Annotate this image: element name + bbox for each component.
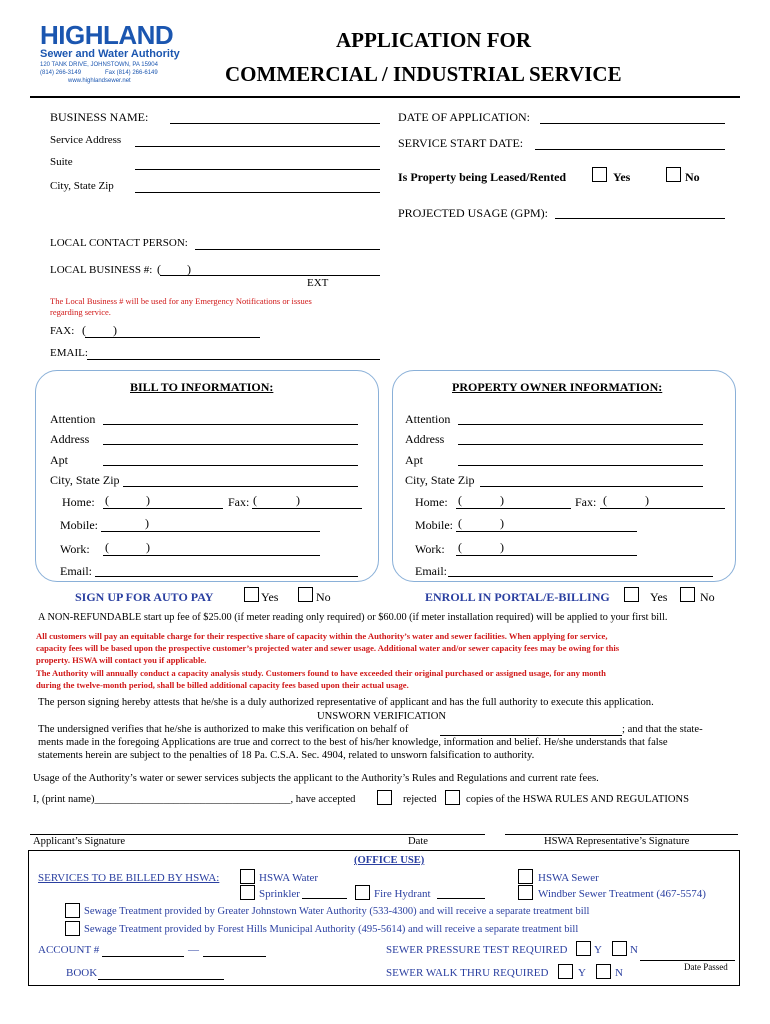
bill-to-address-label: Address [50, 432, 90, 446]
walk-thru-label: SEWER WALK THRU REQUIRED [386, 967, 549, 979]
owner-mobile-label: Mobile: [415, 518, 453, 532]
bill-to-work-field[interactable] [103, 555, 320, 556]
capacity-para-1-line-2: capacity fees will be based upon the prospective customer’s projected water and sewer usage. Additional water and/or sewer capacity fees may be owing for this [36, 643, 620, 653]
portal-no-checkbox[interactable] [680, 587, 695, 602]
bill-to-email-label: Email: [60, 564, 92, 578]
portal-yes-checkbox[interactable] [624, 587, 639, 602]
fhma-label: Sewage Treatment provided by Forest Hills Municipal Authority (495-5614) and will receive a separate treatment bill [84, 924, 579, 935]
logo-address: 120 TANK DRIVE, JOHNSTOWN, PA 15904 [40, 62, 158, 68]
owner-attention-label: Attention [405, 412, 451, 426]
account-field-2[interactable] [203, 956, 266, 957]
walk-yes-checkbox[interactable] [558, 964, 573, 979]
date-passed-field[interactable] [640, 960, 735, 961]
bill-to-address-field[interactable] [103, 444, 358, 445]
city-state-zip-label: City, State Zip [50, 180, 114, 192]
copies-label: copies of the HSWA RULES AND REGULATIONS [466, 794, 690, 805]
owner-email-label: Email: [415, 564, 447, 578]
owner-work-paren-open: ( [458, 540, 462, 554]
pressure-no-label: N [630, 944, 638, 956]
ext-label: EXT [307, 277, 329, 289]
book-label: BOOK [66, 967, 98, 979]
bill-to-heading: BILL TO INFORMATION: [130, 380, 274, 394]
date-of-application-label: DATE OF APPLICATION: [398, 110, 531, 124]
bill-to-work-label: Work: [60, 542, 90, 556]
hswa-water-label: HSWA Water [259, 872, 319, 884]
owner-home-label: Home: [415, 495, 448, 509]
projected-usage-label: PROJECTED USAGE (GPM): [398, 206, 549, 220]
service-start-date-label: SERVICE START DATE: [398, 136, 524, 150]
capacity-para-2-line-1: The Authority will annually conduct a capacity analysis study. Customers found to have exceeded their original purchased or assigned usage, for any month [36, 668, 606, 678]
rejected-label: rejected [403, 794, 437, 805]
service-start-date-field[interactable] [535, 149, 725, 150]
leased-yes-label: Yes [613, 170, 631, 184]
sprinkler-label: Sprinkler [259, 888, 300, 900]
account-field-1[interactable] [102, 956, 184, 957]
capacity-para-1-line-3: property. HSWA will contact you if applicable. [36, 655, 207, 665]
service-address-label: Service Address [50, 134, 122, 146]
bill-to-attention-field[interactable] [103, 424, 358, 425]
fee-text: A NON-REFUNDABLE start up fee of $25.00 (if meter reading only required) or $60.00 (if meter installation required) will be applied to your first bill. [38, 612, 668, 623]
local-business-field[interactable] [160, 275, 380, 276]
unsworn-line-1b: ; and that the state- [622, 724, 703, 735]
fax-paren-open: ( [82, 323, 86, 337]
hswa-sewer-checkbox[interactable] [518, 869, 533, 884]
email-label: EMAIL: [50, 347, 88, 359]
autopay-no-label: No [316, 590, 331, 604]
accepted-checkbox[interactable] [377, 790, 392, 805]
owner-apt-label: Apt [405, 453, 423, 467]
book-field[interactable] [98, 979, 224, 980]
emergency-note-1: The Local Business # will be used for any Emergency Notifications or issues [50, 296, 312, 306]
owner-fax-field[interactable] [600, 508, 725, 509]
bill-to-fax-field[interactable] [252, 508, 362, 509]
authority-text: The person signing hereby attests that he/she is a duly authorized representative of applicant and has the full authority to execute this application. [38, 697, 654, 708]
business-name-field[interactable] [170, 123, 380, 124]
bill-to-fax-paren-close: ) [296, 493, 300, 507]
date-of-application-field[interactable] [540, 123, 725, 124]
title-line-2: COMMERCIAL / INDUSTRIAL SERVICE [225, 62, 622, 86]
autopay-no-checkbox[interactable] [298, 587, 313, 602]
service-address-field[interactable] [135, 146, 380, 147]
owner-heading: PROPERTY OWNER INFORMATION: [452, 380, 663, 394]
bill-to-mobile-paren-close: ) [145, 516, 149, 530]
account-label: ACCOUNT # [38, 944, 100, 956]
gjwa-checkbox[interactable] [65, 903, 80, 918]
logo-fax: Fax (814) 266-6149 [105, 70, 158, 76]
owner-mobile-paren-open: ( [458, 516, 462, 530]
hswa-water-checkbox[interactable] [240, 869, 255, 884]
autopay-yes-label: Yes [261, 590, 279, 604]
windber-label: Windber Sewer Treatment (467-5574) [538, 888, 706, 900]
owner-work-paren-close: ) [500, 540, 504, 554]
bill-to-fax-label: Fax: [228, 495, 250, 509]
bill-to-city-field[interactable] [123, 486, 358, 487]
bill-to-home-field[interactable] [103, 508, 223, 509]
bill-to-email-field[interactable] [95, 576, 358, 577]
owner-work-label: Work: [415, 542, 445, 556]
city-state-zip-field[interactable] [135, 192, 380, 193]
owner-home-paren-close: ) [500, 493, 504, 507]
portal-label: ENROLL IN PORTAL/E-BILLING [425, 590, 610, 604]
local-business-paren-close: ) [187, 262, 191, 276]
unsworn-heading: UNSWORN VERIFICATION [317, 711, 446, 722]
owner-home-field[interactable] [456, 508, 571, 509]
pressure-no-checkbox[interactable] [612, 941, 627, 956]
owner-email-field[interactable] [448, 576, 713, 577]
leased-no-checkbox[interactable] [666, 167, 681, 182]
bill-to-work-paren-close: ) [146, 540, 150, 554]
bill-to-home-label: Home: [62, 495, 95, 509]
capacity-para-1-line-1: All customers will pay an equitable charge for their respective share of capacity within the Authority’s water and sewer facilities. When applying for service, [36, 631, 608, 641]
rejected-checkbox[interactable] [445, 790, 460, 805]
gjwa-label: Sewage Treatment provided by Greater Johnstown Water Authority (533-4300) and will receive a separate treatment bill [84, 906, 590, 917]
fax-field[interactable] [85, 337, 260, 338]
logo-name: HIGHLAND [40, 20, 174, 50]
logo-phone: (814) 266-3149 [40, 70, 82, 76]
leased-no-label: No [685, 170, 700, 184]
pressure-yes-checkbox[interactable] [576, 941, 591, 956]
owner-fax-label: Fax: [575, 495, 597, 509]
pressure-test-label: SEWER PRESSURE TEST REQUIRED [386, 944, 568, 956]
unsworn-line-1a: The undersigned verifies that he/she is authorized to make this verification on behalf of [38, 724, 409, 735]
fax-label: FAX: [50, 325, 75, 337]
owner-city-label: City, State Zip [405, 473, 475, 487]
title-rule [30, 96, 740, 98]
projected-usage-field[interactable] [555, 218, 725, 219]
owner-address-label: Address [405, 432, 445, 446]
bill-to-home-paren-close: ) [146, 493, 150, 507]
bill-to-mobile-field[interactable] [101, 531, 320, 532]
fhma-checkbox[interactable] [65, 921, 80, 936]
local-business-paren-open: ( [157, 262, 161, 276]
emergency-note-2: regarding service. [50, 307, 111, 317]
bill-to-apt-label: Apt [50, 453, 68, 467]
owner-mobile-field[interactable] [456, 531, 637, 532]
logo-subtitle: Sewer and Water Authority [40, 48, 180, 60]
applicant-signature-line[interactable] [30, 834, 485, 835]
pressure-yes-label: Y [594, 944, 602, 956]
sprinkler-checkbox[interactable] [240, 885, 255, 900]
local-business-label: LOCAL BUSINESS #: [50, 264, 153, 276]
leased-yes-checkbox[interactable] [592, 167, 607, 182]
owner-mobile-paren-close: ) [500, 516, 504, 530]
sprinkler-field[interactable] [302, 898, 347, 899]
applicant-signature-label: Applicant’s Signature [33, 836, 126, 847]
capacity-para-2-line-2: during the twelve-month period, shall be billed additional capacity fees based upon their actual usage. [36, 680, 409, 690]
owner-fax-paren-open: ( [603, 493, 607, 507]
email-field[interactable] [87, 359, 380, 360]
owner-city-field[interactable] [480, 486, 703, 487]
bill-to-home-paren-open: ( [105, 493, 109, 507]
date-passed-label: Date Passed [684, 962, 728, 972]
bill-to-mobile-label: Mobile: [60, 518, 98, 532]
owner-attention-field[interactable] [458, 424, 703, 425]
walk-yes-label: Y [578, 967, 586, 979]
owner-fax-paren-close: ) [645, 493, 649, 507]
logo-website: www.highlandsewer.net [68, 78, 131, 84]
fire-hydrant-field[interactable] [437, 898, 485, 899]
services-billed-label: SERVICES TO BE BILLED BY HSWA: [38, 872, 220, 884]
bill-to-apt-field[interactable] [103, 465, 358, 466]
signature-date-label: Date [408, 836, 428, 847]
windber-checkbox[interactable] [518, 885, 533, 900]
walk-no-checkbox[interactable] [596, 964, 611, 979]
print-name-text: I, (print name)_____________________________________, have accepted [33, 794, 356, 805]
title-line-1: APPLICATION FOR [336, 28, 532, 52]
owner-apt-field[interactable] [458, 465, 703, 466]
rep-signature-label: HSWA Representative’s Signature [544, 836, 690, 847]
hswa-sewer-label: HSWA Sewer [538, 872, 599, 884]
bill-to-attention-label: Attention [50, 412, 96, 426]
portal-no-label: No [700, 590, 715, 604]
unsworn-line-2: ments made in the foregoing Applications are true and correct to the best of his/her knowledge, information and belief. He/she understands that false [38, 737, 668, 748]
suite-field[interactable] [135, 169, 380, 170]
verification-on-behalf-field[interactable] [440, 735, 622, 736]
portal-yes-label: Yes [650, 590, 668, 604]
walk-no-label: N [615, 967, 623, 979]
owner-work-field[interactable] [456, 555, 637, 556]
rep-signature-line[interactable] [505, 834, 738, 835]
fax-paren-close: ) [113, 323, 117, 337]
autopay-label: SIGN UP FOR AUTO PAY [75, 590, 214, 604]
account-dash: — [188, 944, 199, 956]
local-contact-label: LOCAL CONTACT PERSON: [50, 237, 188, 249]
bill-to-work-paren-open: ( [105, 540, 109, 554]
owner-home-paren-open: ( [458, 493, 462, 507]
fire-hydrant-label: Fire Hydrant [374, 888, 431, 900]
autopay-yes-checkbox[interactable] [244, 587, 259, 602]
business-name-label: BUSINESS NAME: [50, 110, 149, 124]
office-use-box [28, 850, 740, 986]
bill-to-fax-paren-open: ( [253, 493, 257, 507]
fire-hydrant-checkbox[interactable] [355, 885, 370, 900]
bill-to-city-label: City, State Zip [50, 473, 120, 487]
office-use-heading: (OFFICE USE) [354, 855, 425, 866]
owner-address-field[interactable] [458, 444, 703, 445]
local-contact-field[interactable] [195, 249, 380, 250]
leased-rented-label: Is Property being Leased/Rented [398, 170, 567, 184]
suite-label: Suite [50, 156, 73, 168]
unsworn-line-3: statements herein are subject to the penalties of 18 Pa. C.S.A. Sec. 4904, related to unsworn falsification to authority. [38, 750, 535, 761]
usage-text: Usage of the Authority’s water or sewer services subjects the applicant to the Authority’s Rules and Regulations and current rate fees. [33, 773, 599, 784]
